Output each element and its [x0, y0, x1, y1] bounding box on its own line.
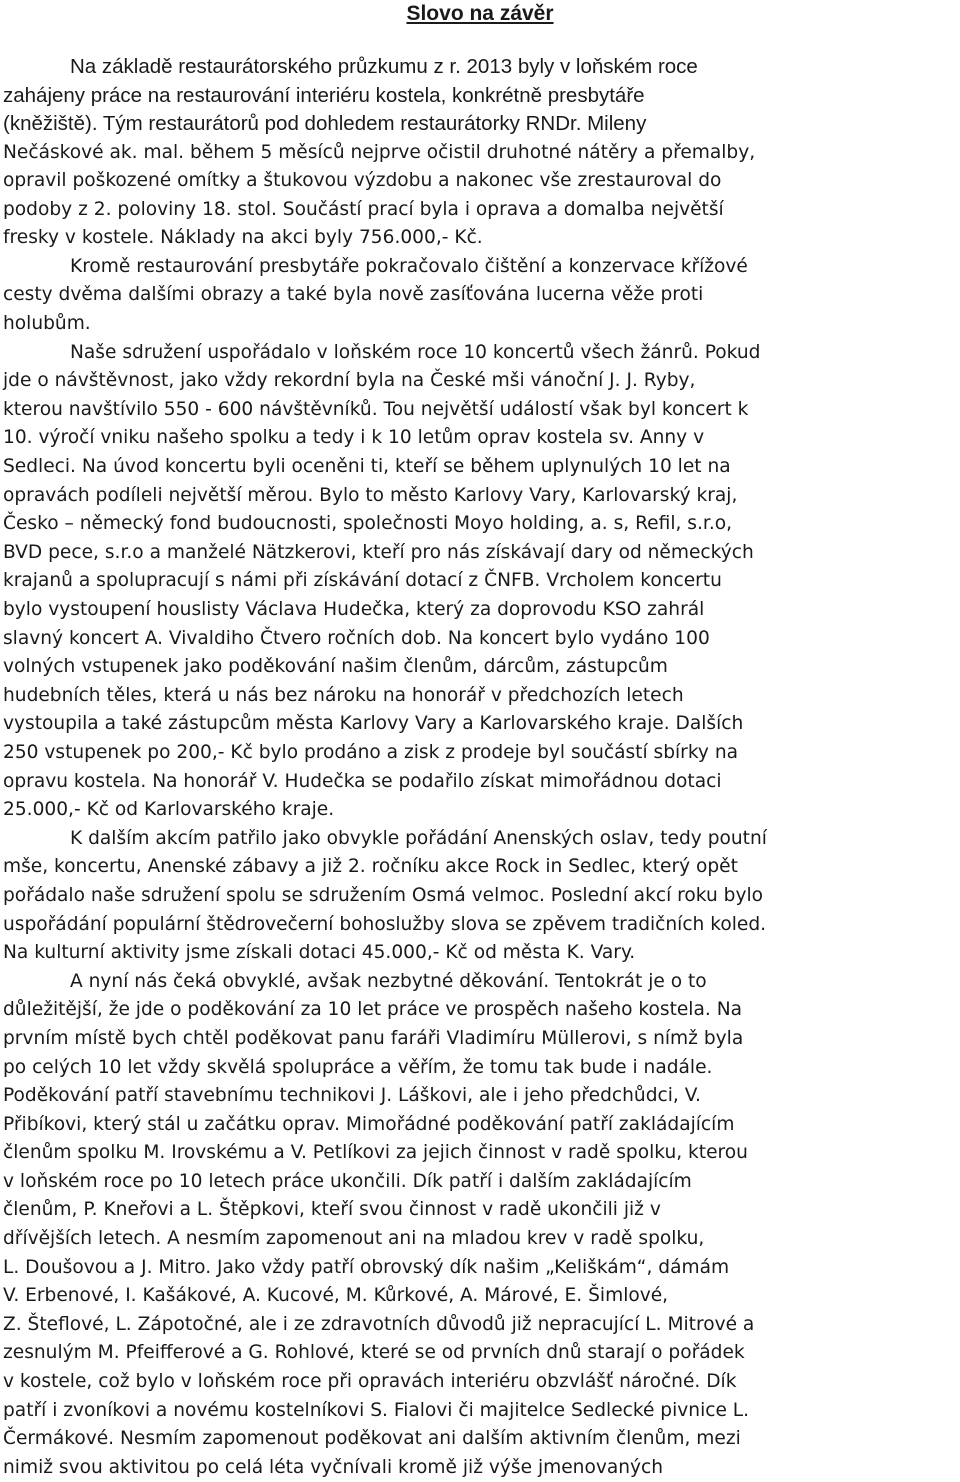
text-line: holubům.: [3, 313, 91, 335]
text-line: krajanů a spolupracují s námi při získávání dotací z ČNFB. Vrcholem koncertu: [3, 570, 722, 592]
text-line: Z. Šteflové, L. Zápotočné, ale i ze zdravotních důvodů již nepracující L. Mitrové a: [3, 1313, 755, 1335]
text-line: Čermákové. Nesmím zapomenout poděkovat ani dalším aktivním členům, mezi: [3, 1428, 741, 1450]
text-line: opravu kostela. Na honorář V. Hudečka se podařilo získat mimořádnou dotaci: [3, 770, 722, 792]
paragraph-events: [3, 825, 957, 968]
text-line: Na kulturní aktivity jsme získali dotaci 45.000,- Kč od města K. Vary.: [3, 942, 636, 964]
text-line: slavný koncert A. Vivaldiho Čtvero ročních dob. Na koncert bylo vydáno 100: [3, 627, 710, 649]
text-line: pořádalo naše sdružení spolu se sdružením Osmá velmoc. Poslední akcí roku bylo: [3, 884, 763, 906]
text-line: po celých 10 let vždy skvělá spolupráce a věřím, že tomu tak bude i nadále.: [3, 1056, 713, 1078]
text-line: Naše sdružení uspořádalo v loňském roce 10 koncertů všech žánrů. Pokud: [70, 341, 761, 363]
text-line: opravil poškozené omítky a štukovou výzdobu a nakonec vše zrestauroval do: [3, 170, 722, 192]
text-line: v loňském roce po 10 letech práce ukončili. Dík patří i dalším zakládajícím: [3, 1170, 692, 1192]
text-line: V. Erbenové, I. Kašákové, A. Kucové, M. Kůrkové, A. Márové, E. Šimlové,: [3, 1285, 669, 1307]
text-line: mše, koncertu, Anenské zábavy a již 2. ročníku akce Rock in Sedlec, který opět: [3, 856, 738, 878]
text-line: bylo vystoupení houslisty Václava Hudečka, který za doprovodu KSO zahrál: [3, 599, 705, 620]
text-line: 10. výročí vniku našeho spolku a tedy i k 10 letům oprav kostela sv. Anny v: [3, 427, 705, 449]
text-line: Nečáskové ak. mal. během 5 měsíců nejprve očistil druhotné nátěry a přemalby,: [3, 141, 756, 163]
text-line: opravách podíleli největší měrou. Bylo to město Karlovy Vary, Karlovarský kraj,: [3, 484, 738, 506]
text-line: K dalším akcím patřilo jako obvykle pořádání Anenských oslav, tedy poutní: [70, 827, 767, 849]
text-line: Kromě restaurování presbytáře pokračovalo čištění a konzervace křížové: [70, 255, 748, 277]
text-line: Na základě restaurátorského průzkumu z r. 2013 byly v loňském roce: [70, 55, 698, 78]
paragraph-thanks: [3, 968, 957, 1482]
text-line: cesty dvěma dalšími obrazy a také byla nově zasíťována lucerna věže proti: [3, 284, 704, 306]
text-line: Sedleci. Na úvod koncertu byli oceněni ti, kteří se během uplynulých 10 let na: [3, 456, 731, 478]
text-line: (kněžiště). Tým restaurátorů pod dohledem restaurátorky RNDr. Mileny: [3, 112, 647, 135]
text-line: Přibíkovi, který stál u začátku oprav. Mimořádné poděkování patří zakládajícím: [3, 1113, 735, 1135]
text-line: BVD pece, s.r.o a manželé Nätzkerovi, kteří pro nás získávají dary od německých: [3, 541, 754, 563]
text-line: Poděkování patří stavebnímu technikovi J. Láškovi, ale i jeho předchůdci, V.: [3, 1085, 701, 1107]
paragraph-stations-of-cross: [3, 253, 957, 339]
text-line: 25.000,- Kč od Karlovarského kraje.: [3, 799, 335, 821]
text-line: členům, P. Kneřovi a L. Štěpkovi, kteří svou činnost v radě ukončili již v: [3, 1199, 661, 1221]
text-line: zahájeny práce na restaurování interiéru kostela, konkrétně presbytáře: [3, 83, 645, 107]
text-line: dřívějších letech. A nesmím zapomenout ani na mladou krev v radě spolku,: [3, 1228, 705, 1250]
text-line: uspořádání populární štědrovečerní bohoslužby slova se zpěvem tradičních koled.: [3, 913, 767, 935]
text-line: fresky v kostele. Náklady na akci byly 756.000,- Kč.: [3, 227, 483, 249]
text-line: členům spolku M. Irovskému a V. Petlíkovi za jejich činnost v radě spolku, kterou: [3, 1142, 748, 1164]
paragraph-concerts: [3, 339, 957, 825]
text-line: nimiž svou aktivitou po celá léta vyčnívali kromě již výše jmenovaných: [3, 1456, 664, 1478]
text-line: podoby z 2. poloviny 18. stol. Součástí prací byla i oprava a domalba největší: [3, 198, 724, 220]
text-line: prvním místě bych chtěl poděkovat panu faráři Vladimíru Müllerovi, s nímž byla: [3, 1027, 744, 1049]
text-line: důležitější, že jde o poděkování za 10 let práce ve prospěch našeho kostela. Na: [3, 999, 742, 1021]
text-line: kterou navštívilo 550 - 600 návštěvníků. Tou největší událostí však byl koncert k: [3, 398, 749, 420]
page-title: Slovo na závěr: [406, 2, 554, 25]
text-line: L. Doušovou a J. Mitro. Jako vždy patří obrovský dík našim „Keliškám“, dámám: [3, 1256, 730, 1278]
text-line: Česko – německý fond budoucnosti, společnosti Moyo holding, a. s, Refil, s.r.o,: [3, 513, 733, 535]
text-line: 250 vstupenek po 200,- Kč bylo prodáno a zisk z prodeje byl součástí sbírky na: [3, 741, 739, 763]
text-line: v kostele, což bylo v loňském roce při opravách interiéru obzvlášť náročné. Dík: [3, 1371, 737, 1393]
paragraph-restoration: [3, 53, 957, 253]
text-line: patří i zvoníkovi a novému kostelníkovi S. Fialovi či majitelce Sedlecké pivnice L.: [3, 1399, 750, 1421]
text-line: zesnulým M. Pfeifferové a G. Rohlové, které se od prvních dnů starají o pořádek: [3, 1342, 745, 1364]
text-line: jde o návštěvnost, jako vždy rekordní byla na České mši vánoční J. J. Ryby,: [3, 370, 696, 392]
text-line: volných vstupenek jako poděkování našim členům, dárcům, zástupcům: [3, 656, 668, 678]
text-line: hudebních těles, která u nás bez nároku na honorář v předchozích letech: [3, 684, 684, 706]
text-line: A nyní nás čeká obvyklé, avšak nezbytné děkování. Tentokrát je o to: [70, 970, 707, 992]
text-line: vystoupila a také zástupcům města Karlovy Vary a Karlovarského kraje. Dalších: [3, 713, 744, 735]
